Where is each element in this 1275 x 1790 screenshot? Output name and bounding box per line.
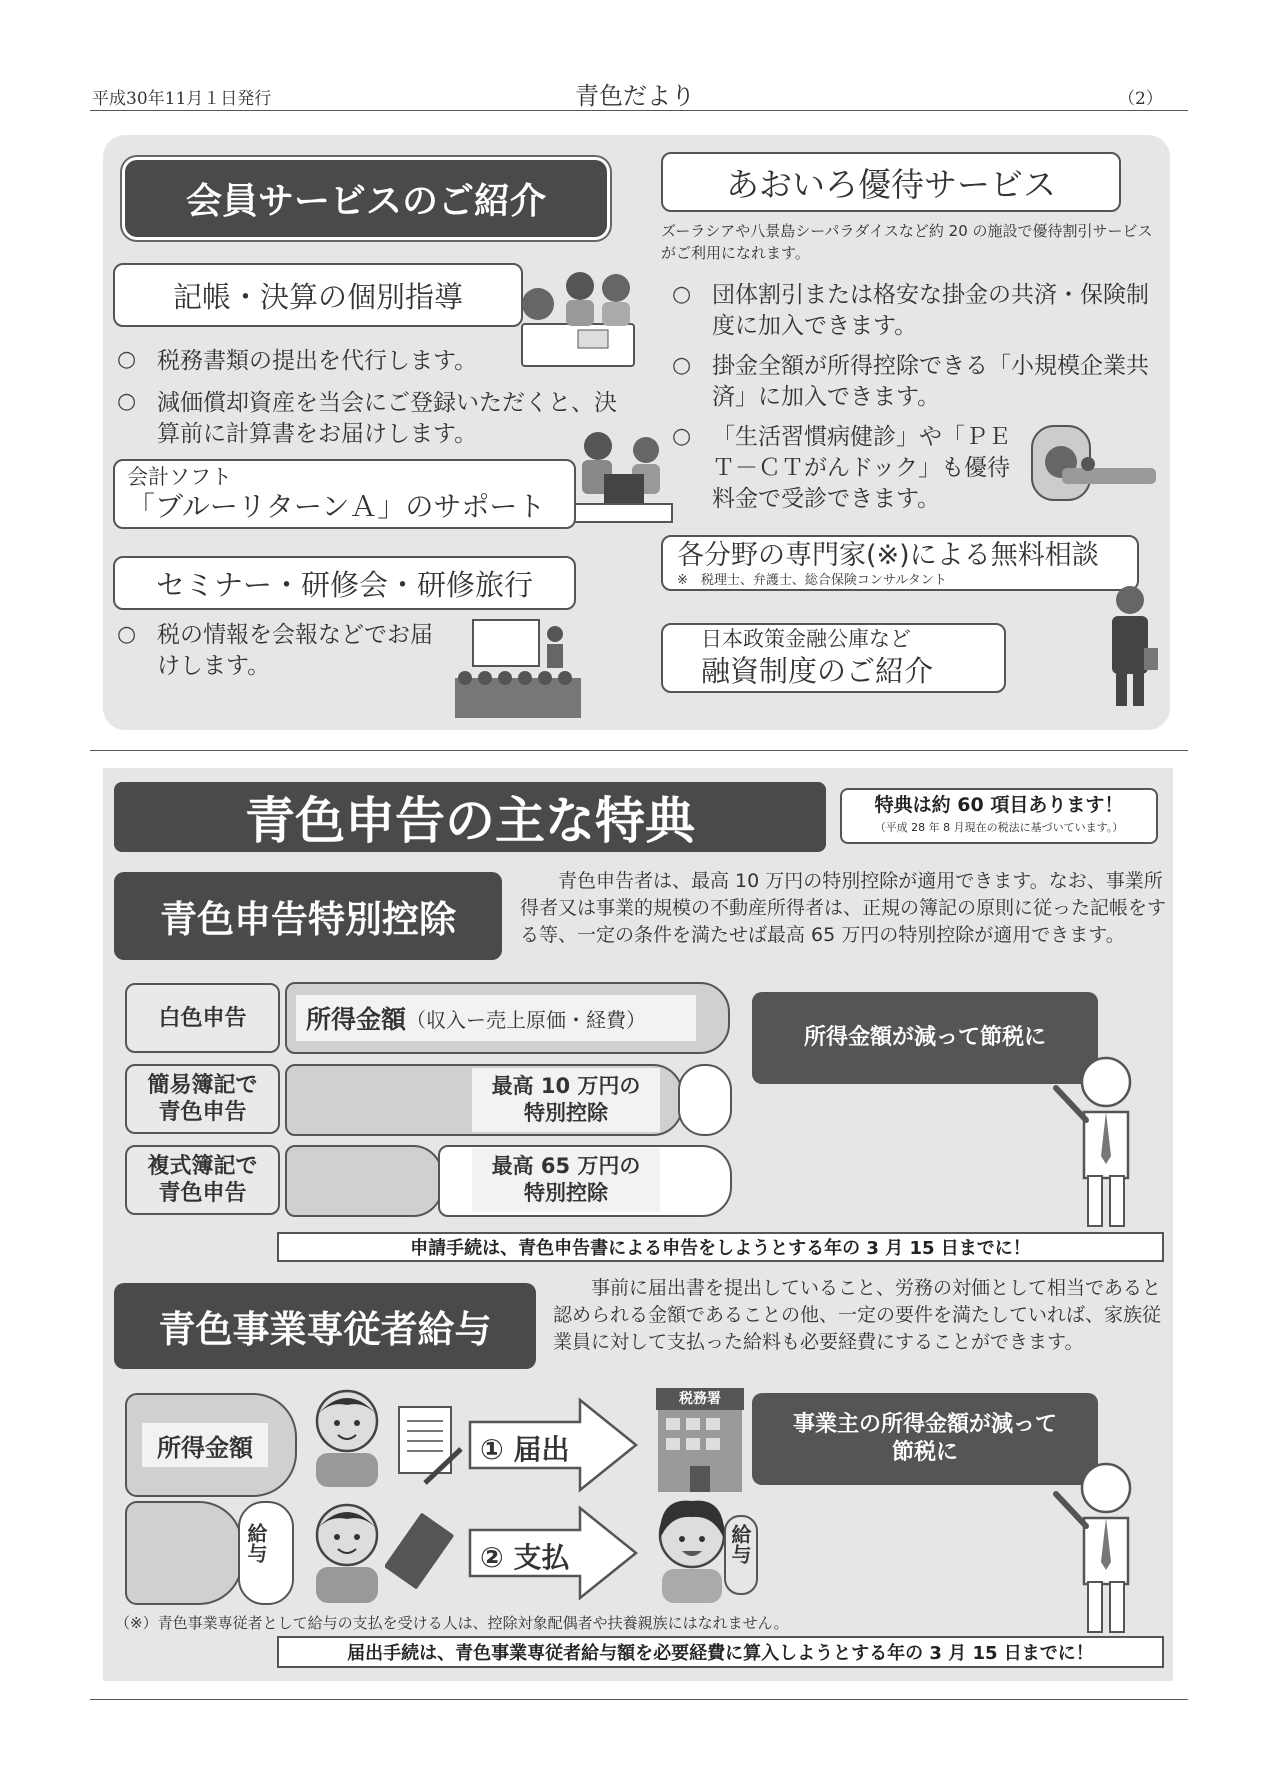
deduction-desc: 青色申告者は、最高 10 万円の特別控除が適用できます。なお、事業所得者又は事業的規模の不動産所得者は、正規の簿記の原則に従った記帳をする等、一定の条件を満たせば最高 65 万円の特別控除が適用できます。	[520, 870, 1167, 946]
benefits-badge	[840, 788, 1158, 844]
perk-item-3: 「生活習慣病健診」や「ＰＥＴ－ＣＴがんドック」も優待料金で受診できます。	[712, 424, 1011, 512]
software-main: 「ブルーリターンＡ」のサポート	[127, 490, 546, 523]
bullet: ○	[117, 389, 137, 414]
salary-bubble: 事業主の所得金額が減って 節税に	[752, 1393, 1098, 1485]
perk-item-1: 団体割引または格安な掛金の共済・保険制度に加入できます。	[712, 282, 1149, 339]
tax-office-sign: 税務署	[656, 1388, 744, 1410]
husband-illustration	[302, 1383, 392, 1487]
consult-heading: 各分野の専門家(※)による無料相談	[677, 540, 1099, 571]
bullet: ○	[117, 622, 137, 647]
service-item-1: 税務書類の提出を代行します。	[157, 348, 478, 374]
salary-kyuyo-2: 給与	[728, 1524, 752, 1564]
salary-income-label: 所得金額	[142, 1423, 268, 1467]
tax-office	[656, 1388, 744, 1492]
teacher-illustration	[1044, 1054, 1152, 1230]
page-number: （2）	[1118, 89, 1163, 109]
document-icon	[395, 1403, 465, 1489]
step1-label: ① 届出	[480, 1433, 570, 1466]
newsletter-title: 青色だより	[575, 82, 695, 110]
simple-cap	[678, 1064, 732, 1136]
consultant-illustration	[1098, 582, 1162, 708]
consult-note: ※ 税理士、弁護士、総合保険コンサルタント	[677, 573, 947, 588]
deduction-deadline: 申請手続は、青色申告書による申告をしようとする年の 3 月 15 日までに！	[277, 1232, 1164, 1262]
seminar-heading: セミナー・研修会・研修旅行	[113, 556, 576, 610]
income-label: 所得金額	[306, 1005, 407, 1034]
scanner-illustration	[1028, 420, 1160, 506]
loan-sub: 日本政策金融公庫など	[701, 627, 911, 651]
footer-rule	[90, 1699, 1188, 1700]
income-cylinder-3	[125, 1501, 243, 1605]
building-icon	[656, 1410, 744, 1492]
husband-illustration-2	[302, 1495, 392, 1605]
header-rule	[90, 110, 1188, 111]
consult-box	[661, 535, 1139, 591]
income-formula: （収入ー売上原価・経費）	[406, 1007, 647, 1032]
services-title: 会員サービスのご紹介	[125, 160, 607, 237]
row-label-double: 複式簿記で 青色申告	[125, 1145, 280, 1215]
badge-sub: （平成 28 年 8 月現在の税法に基づいています。）	[874, 821, 1124, 834]
salary-desc: 事前に届出書を提出していること、労務の対価として相当であると認められる金額であることの他、一定の要件を満たしていれば、家族従業員に対して支払った給料も必要経費にすることができます。	[553, 1277, 1162, 1353]
issue-date: 平成30年11月１日発行	[92, 89, 272, 109]
salary-footnote: （※）青色事業専従者として給与の支払を受ける人は、控除対象配偶者や扶養親族にはなれません。	[115, 1614, 789, 1632]
benefits-title: 青色申告の主な特典	[114, 782, 826, 852]
envelope-icon	[385, 1510, 465, 1596]
salary-title: 青色事業専従者給与	[114, 1283, 536, 1369]
badge-main: 特典は約 60 項目あります！	[874, 794, 1124, 816]
loan-box	[661, 623, 1006, 693]
software-box	[113, 459, 576, 529]
double-cylinder	[285, 1145, 443, 1217]
computer-illustration	[568, 426, 674, 524]
perks-intro: ズーラシアや八景島シーパラダイスなど約 20 の施設で優待割引サービスがご利用になれます。	[661, 222, 1153, 262]
service-item-2: 減価償却資産を当会にご登録いただくと、決算前に計算書をお届けします。	[157, 390, 617, 447]
row-label-simple: 簡易簿記で 青色申告	[125, 1064, 280, 1134]
perks-heading: あおいろ優待サービス	[661, 152, 1121, 212]
software-sub: 会計ソフト	[127, 465, 232, 489]
bullet: ○	[672, 353, 692, 378]
bullet: ○	[117, 347, 137, 372]
row-text-white	[296, 995, 696, 1041]
salary-kyuyo: 給与	[244, 1523, 268, 1563]
row-text-double: 最高 65 万円の 特別控除	[472, 1148, 660, 1212]
seminar-item: 税の情報を会報などでお届けします。	[157, 622, 433, 679]
teacher-illustration-2	[1044, 1460, 1152, 1636]
section-rule	[90, 750, 1188, 751]
bullet: ○	[672, 282, 692, 307]
seminar-illustration	[455, 612, 581, 718]
row-label-white: 白色申告	[125, 983, 280, 1053]
salary-deadline: 届出手続は、青色事業専従者給与額を必要経費に算入しようとする年の 3 月 15 日までに！	[277, 1636, 1164, 1668]
loan-main: 融資制度のご紹介	[701, 654, 934, 688]
row-text-simple: 最高 10 万円の 特別控除	[472, 1068, 660, 1132]
deduction-bubble: 所得金額が減って節税に	[752, 992, 1098, 1084]
bookkeeping-heading: 記帳・決算の個別指導	[113, 263, 523, 327]
deduction-title: 青色申告特別控除	[114, 872, 502, 960]
step2-label: ② 支払	[480, 1541, 570, 1574]
bullet: ○	[672, 424, 692, 449]
perk-item-2: 掛金全額が所得控除できる「小規模企業共済」に加入できます。	[712, 353, 1149, 410]
